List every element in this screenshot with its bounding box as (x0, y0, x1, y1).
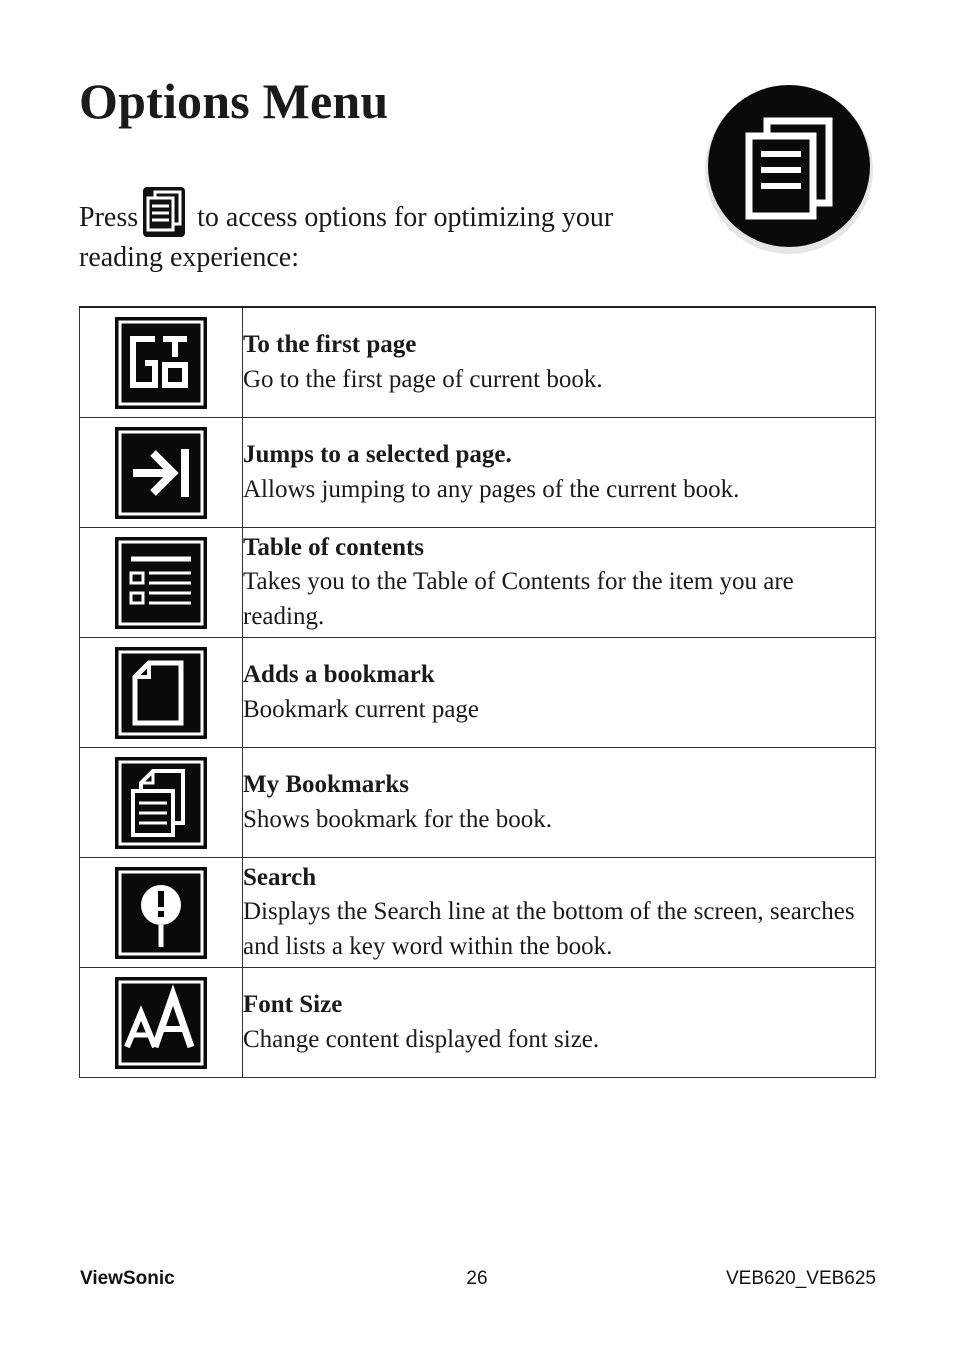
table-row (80, 858, 876, 968)
option-title: Font Size (243, 991, 343, 1018)
font-size-icon (115, 977, 207, 1069)
intro-paragraph (79, 186, 679, 277)
goto-icon (115, 317, 207, 409)
option-description: Allows jumping to any pages of the current book. (243, 475, 740, 503)
table-row (80, 638, 876, 748)
page-title: Options Menu (79, 73, 389, 129)
intro-text-after: to access options for optimizing your reading experience: (79, 202, 614, 273)
footer-model: VEB620_VEB625 (725, 1268, 876, 1289)
footer-page-number: 26 (466, 1268, 488, 1289)
options-menu-icon (142, 186, 186, 238)
option-title: My Bookmarks (243, 771, 409, 798)
search-icon (115, 867, 207, 959)
table-row (80, 968, 876, 1078)
table-row (80, 418, 876, 528)
option-description: Shows bookmark for the book. (243, 805, 552, 833)
table-row (80, 748, 876, 858)
option-description: Displays the Search line at the bottom of the screen, searches and lists a key word within the book. (243, 898, 855, 960)
add-bookmark-icon (115, 647, 207, 739)
table-of-contents-icon (115, 537, 207, 629)
option-description: Change content displayed font size. (243, 1025, 600, 1053)
option-title: To the first page (243, 331, 417, 358)
options-table (79, 306, 876, 1078)
table-row (80, 528, 876, 638)
intro-text-before: Press (79, 202, 139, 233)
option-description: Takes you to the Table of Contents for the item you are reading. (243, 568, 794, 630)
option-description: Bookmark current page (243, 695, 480, 723)
option-title: Adds a bookmark (243, 661, 435, 688)
options-menu-icon (703, 84, 873, 254)
table-row (80, 307, 876, 418)
option-title: Search (243, 863, 317, 891)
option-title: Table of contents (243, 533, 425, 561)
option-description: Go to the first page of current book. (243, 365, 603, 393)
my-bookmarks-icon (115, 757, 207, 849)
option-title: Jumps to a selected page. (243, 441, 512, 468)
jump-to-page-icon (115, 427, 207, 519)
footer-brand: ViewSonic (80, 1268, 175, 1289)
